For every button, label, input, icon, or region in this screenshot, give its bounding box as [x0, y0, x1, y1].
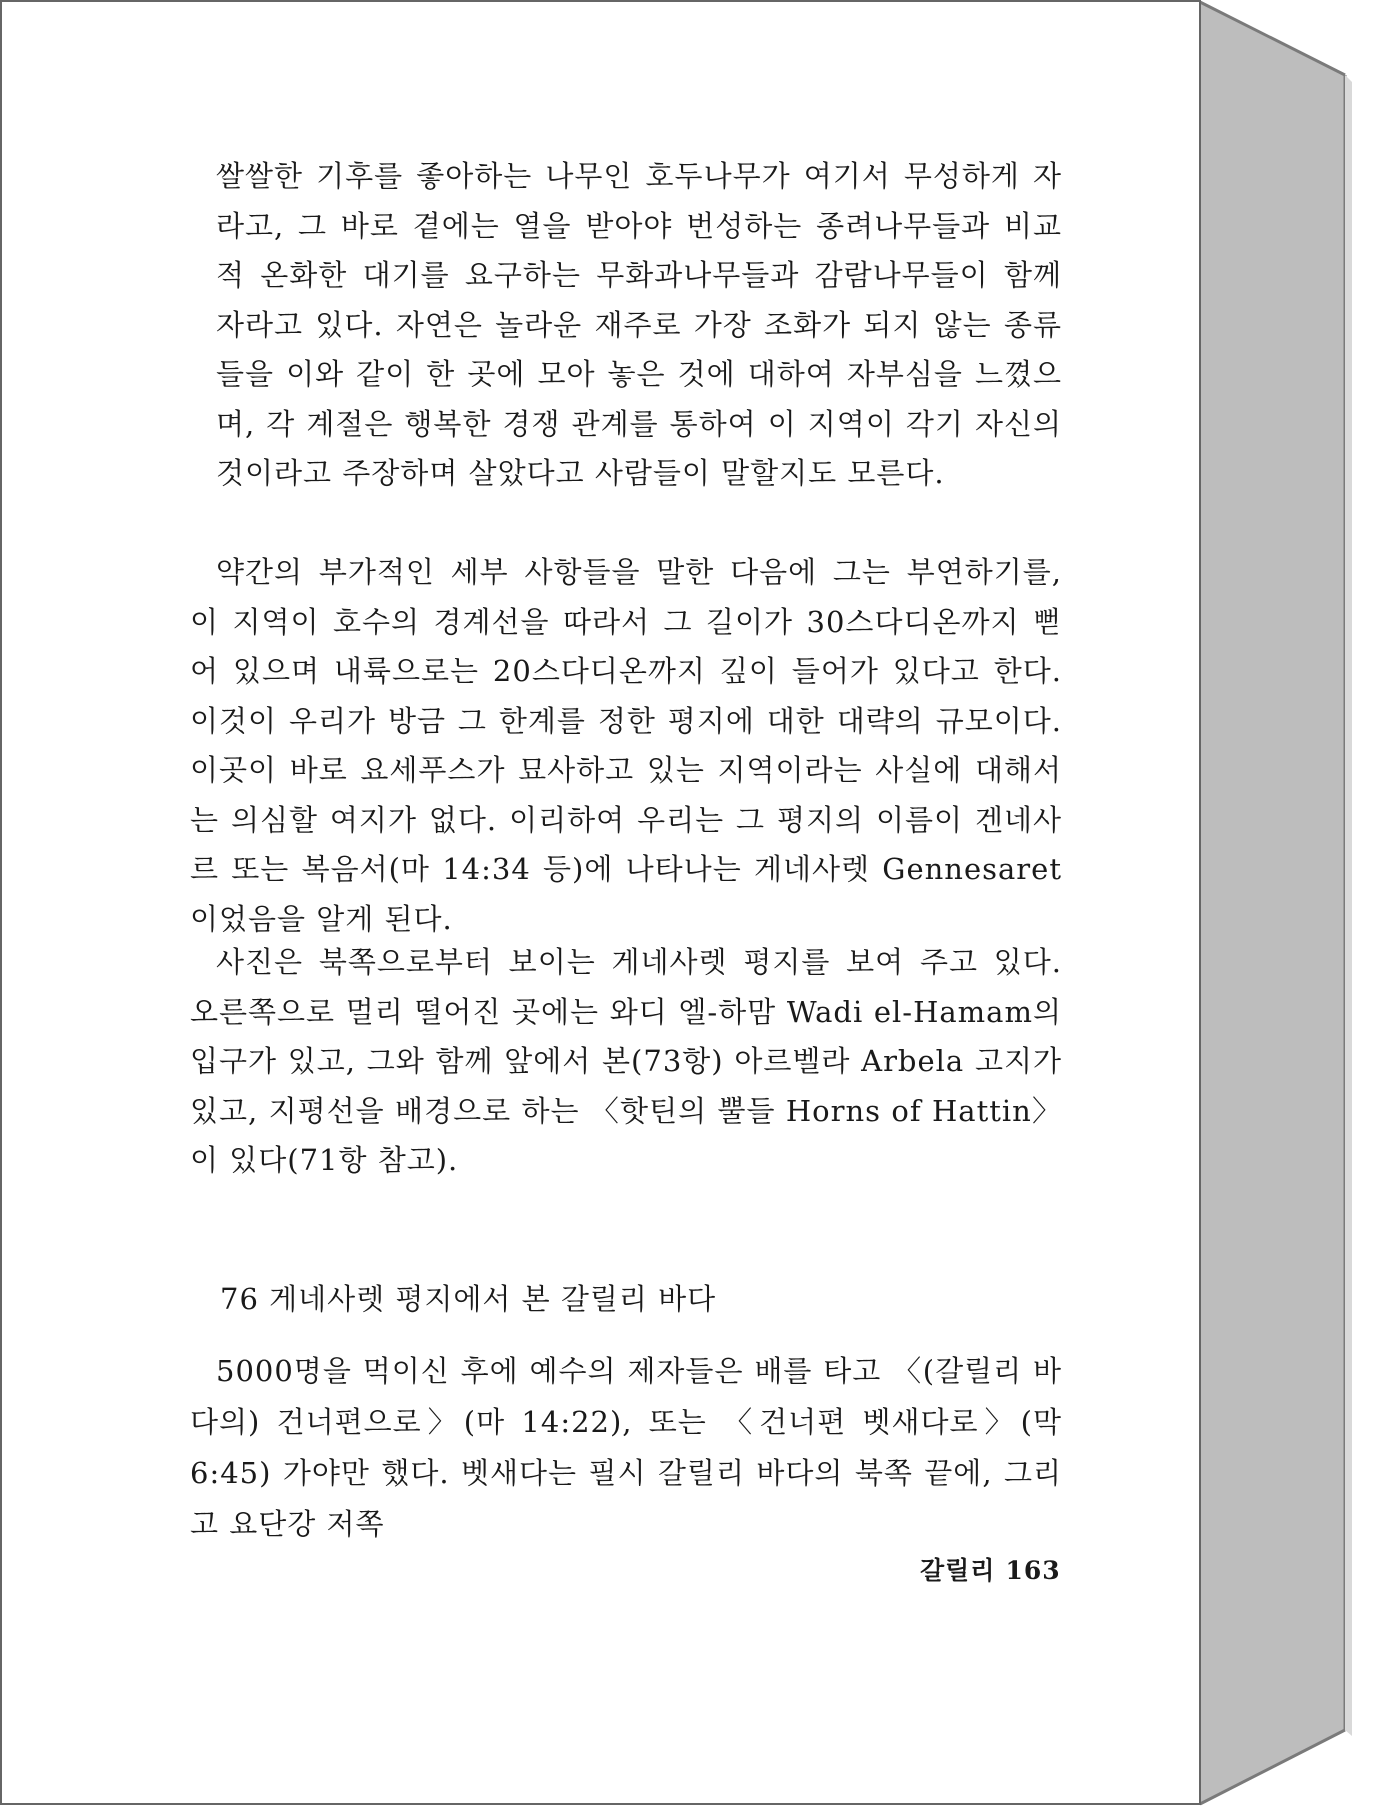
paragraph-2: [190, 548, 1062, 944]
paragraph-3-text: 사진은 북쪽으로부터 보이는 게네사렛 평지를 보여 주고 있다. 오른쪽으로 멀리 떨어진 곳에는 와디 엘-하맘 Wadi el-Hamam의 입구가 있고, 그와 함께 앞에서 본(73항) 아르벨라 Arbela 고지가 있고, 지평선을 배경으로 하는 〈핫틴의 뿔들 Horns of Hattin〉이 있다(71항 참고).: [190, 945, 1062, 1177]
book-edge-shadow: [1345, 75, 1352, 1736]
section-heading: 76 게네사렛 평지에서 본 갈릴리 바다: [220, 1282, 717, 1316]
paragraph-2-text: 약간의 부가적인 세부 사항들을 말한 다음에 그는 부연하기를, 이 지역이 호수의 경계선을 따라서 그 길이가 30스다디온까지 뻗어 있으며 내륙으로는 20스다디온까지 깊이 들어가 있다고 한다. 이것이 우리가 방금 그 한계를 정한 평지에 대한 대략의 규모이다. 이곳이 바로 요세푸스가 묘사하고 있는 지역이라는 사실에 대해서는 의심할 여지가 없다. 이리하여 우리는 그 평지의 이름이 겐네사르 또는 복음서(마 14:34 등)에 나타나는 게네사렛 Gennesaret이었음을 알게 된다.: [190, 555, 1062, 936]
page-number: 163: [1005, 1556, 1061, 1585]
paragraph-1: 쌀쌀한 기후를 좋아하는 나무인 호두나무가 여기서 무성하게 자라고, 그 바로 곁에는 열을 받아야 번성하는 종려나무들과 비교적 온화한 대기를 요구하는 무화과나무들과 감람나무들이 함께 자라고 있다. 자연은 놀라운 재주로 가장 조화가 되지 않는 종류들을 이와 같이 한 곳에 모아 놓은 것에 대하여 자부심을 느꼈으며, 각 계절은 행복한 경쟁 관계를 통하여 이 지역이 각기 자신의 것이라고 주장하며 살았다고 사람들이 말할지도 모른다.: [216, 159, 1062, 490]
running-footer: 갈릴리: [920, 1556, 996, 1585]
paragraph-3: [190, 938, 1062, 1186]
paragraph-4-text: 5000명을 먹이신 후에 예수의 제자들은 배를 타고 〈(갈릴리 바다의) 건너편으로〉(마 14:22), 또는 〈건너편 벳새다로〉(막 6:45) 가야만 했다. 벳새다는 필시 갈릴리 바다의 북쪽 끝에, 그리고 요단강 저쪽: [190, 1354, 1062, 1541]
page-footer: [920, 1551, 1061, 1587]
paragraph-4: [190, 1346, 1062, 1550]
book-edge-face: [1200, 2, 1345, 1804]
